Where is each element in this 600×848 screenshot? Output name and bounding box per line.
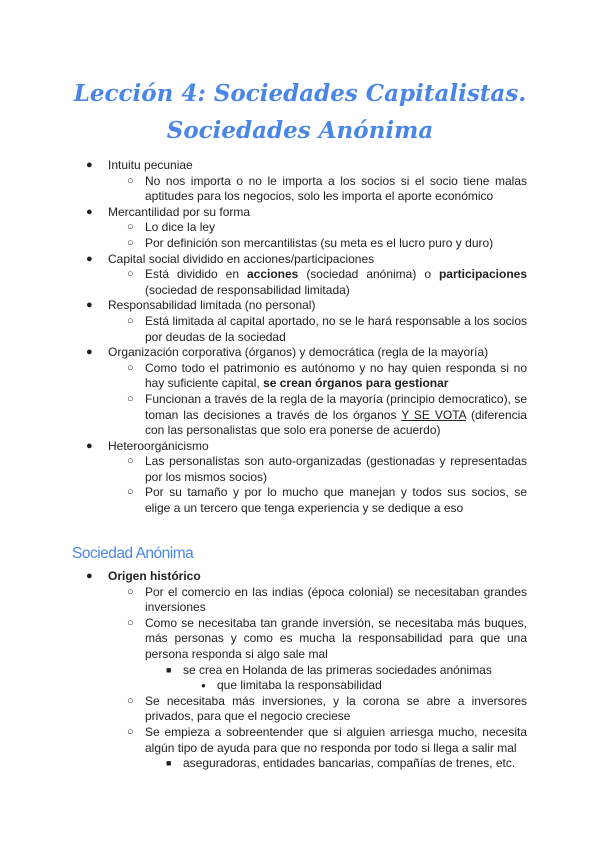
circle-bullet-icon: ○ [127, 174, 134, 187]
list-item [86, 345, 522, 361]
list-item [86, 204, 522, 221]
list-item-text: Heteroorgánicismo [108, 438, 209, 453]
circle-bullet-icon: ○ [127, 221, 134, 234]
bullet-icon: ● [86, 159, 93, 171]
circle-bullet-icon: ○ [127, 616, 134, 629]
bold-text: acciones [246, 267, 299, 282]
list-item-text: Por su tamaño y por lo mucho que manejan y todos sus socios, se elige a un tercero que tenga experiencia y se dedique a eso [145, 485, 527, 516]
circle-bullet-icon: ○ [127, 585, 134, 598]
list-item [127, 391, 527, 439]
bold-text: se crean órganos para gestionar [263, 376, 449, 391]
square-bullet-icon: ■ [166, 758, 172, 769]
list-item-text: (diferencia con las personalistas que solo era ponerse de acuerdo) [145, 407, 527, 438]
circle-bullet-icon: ○ [127, 694, 134, 707]
bullet-icon: ● [86, 252, 93, 265]
underlined-text: Y SE VOTA [401, 407, 466, 422]
list-item-text: se crea en Holanda de las primeras sociedades anónimas [183, 662, 492, 677]
document-title-line-1: Lección 4: Sociedades Capitalistas. [73, 80, 527, 107]
list-item-text: Lo dice la ley [145, 220, 216, 235]
list-item [127, 584, 527, 616]
circle-bullet-icon: ○ [127, 361, 134, 374]
list-item-text: Capital social dividido en acciones/participaciones [108, 251, 375, 266]
list-item [86, 438, 522, 455]
list-item-text: No nos importa o no le importa a los socios si el socio tiene malas aptitudes para los negocios, solo les importa el aporte económico [145, 173, 527, 204]
list-item-text: (sociedad anónima) o [298, 267, 439, 282]
document-title-line-2: Sociedades Anónima [166, 117, 434, 144]
circle-bullet-icon: ○ [127, 392, 134, 405]
list-item [127, 220, 527, 236]
list-item [127, 235, 527, 252]
list-item-text: Se empieza a sobreentender que si alguien arriesga mucho, necesita algún tipo de ayuda para que no responda por todo si llega a salir mal [145, 724, 527, 755]
bullet-icon: ● [86, 439, 93, 452]
bullet-icon: ● [86, 205, 93, 218]
circle-bullet-icon: ○ [127, 236, 134, 249]
bullet-icon: ● [86, 346, 93, 359]
list-item-text: aseguradoras, entidades bancarias, compañías de trenes, etc. [183, 756, 516, 771]
list-item [86, 251, 522, 268]
list-item-text: Está limitada al capital aportado, no se le hará responsable a los socios por deudas de la sociedad [145, 313, 527, 344]
circle-bullet-icon: ○ [127, 314, 134, 327]
list-item-text: Se necesitaba más inversiones, y la corona se abre a inversores privados, para que el negocio creciese [145, 693, 527, 724]
bold-text: participaciones [438, 267, 527, 282]
history-list [0, 569, 600, 772]
list-item-text: Organización corporativa (órganos) y democrática (regla de la mayoría) [108, 345, 489, 360]
list-item-text: Está dividido en [145, 267, 247, 282]
circle-bullet-icon: ○ [127, 725, 134, 738]
list-item [86, 158, 522, 174]
list-item-text: Como todo el patrimonio es autónomo y no hay quien responda si no hay suficiente capital, [145, 360, 527, 391]
list-item [127, 267, 527, 298]
circle-bullet-icon: ○ [127, 486, 134, 499]
section-heading: Sociedad Anónima [72, 545, 194, 562]
list-item [127, 313, 527, 345]
list-item [201, 678, 517, 694]
list-item-text: Intuitu pecuniae [108, 158, 193, 172]
bullet-icon: ● [86, 299, 93, 312]
list-item-text: Por el comercio en las indias (época colonial) se necesitaban grandes inversiones [145, 584, 527, 615]
list-item [166, 756, 523, 772]
list-item [127, 724, 527, 756]
list-item [86, 298, 522, 314]
characteristics-list [0, 158, 600, 517]
list-item-text: (sociedad de responsabilidad limitada) [145, 282, 350, 297]
list-item [166, 662, 523, 679]
bold-text: Origen histórico [108, 569, 201, 583]
list-item-text: Mercantilidad por su forma [108, 204, 251, 219]
circle-bullet-icon: ○ [127, 268, 134, 281]
list-item [127, 485, 527, 516]
list-item [127, 693, 527, 725]
list-item-text: Las personalistas son auto-organizadas (gestionadas y representadas por los mismos socios) [145, 454, 527, 484]
circle-bullet-icon: ○ [127, 455, 134, 468]
bullet-icon: ● [86, 570, 93, 582]
list-item [127, 173, 527, 205]
list-item [127, 615, 527, 663]
list-item-text: Responsabilidad limitada (no personal) [108, 298, 316, 313]
list-item [127, 454, 527, 485]
list-item-text: Por definición son mercantilistas (su meta es el lucro puro y duro) [145, 235, 494, 250]
list-item [127, 360, 527, 392]
list-item-text: que limitaba la responsabilidad [217, 678, 382, 693]
list-item-text: Funcionan a través de la regla de la mayoría (principio democratico), se toman las decisiones a través de los órganos [145, 391, 527, 422]
list-item-text: Como se necesitaba tan grande inversión, se necesitaba más buques, más personas y como es mucha la responsabilidad para que una persona responda si algo sale mal [145, 615, 527, 661]
list-item [86, 569, 522, 585]
bullet-icon: ● [201, 681, 206, 691]
square-bullet-icon: ■ [166, 664, 172, 675]
